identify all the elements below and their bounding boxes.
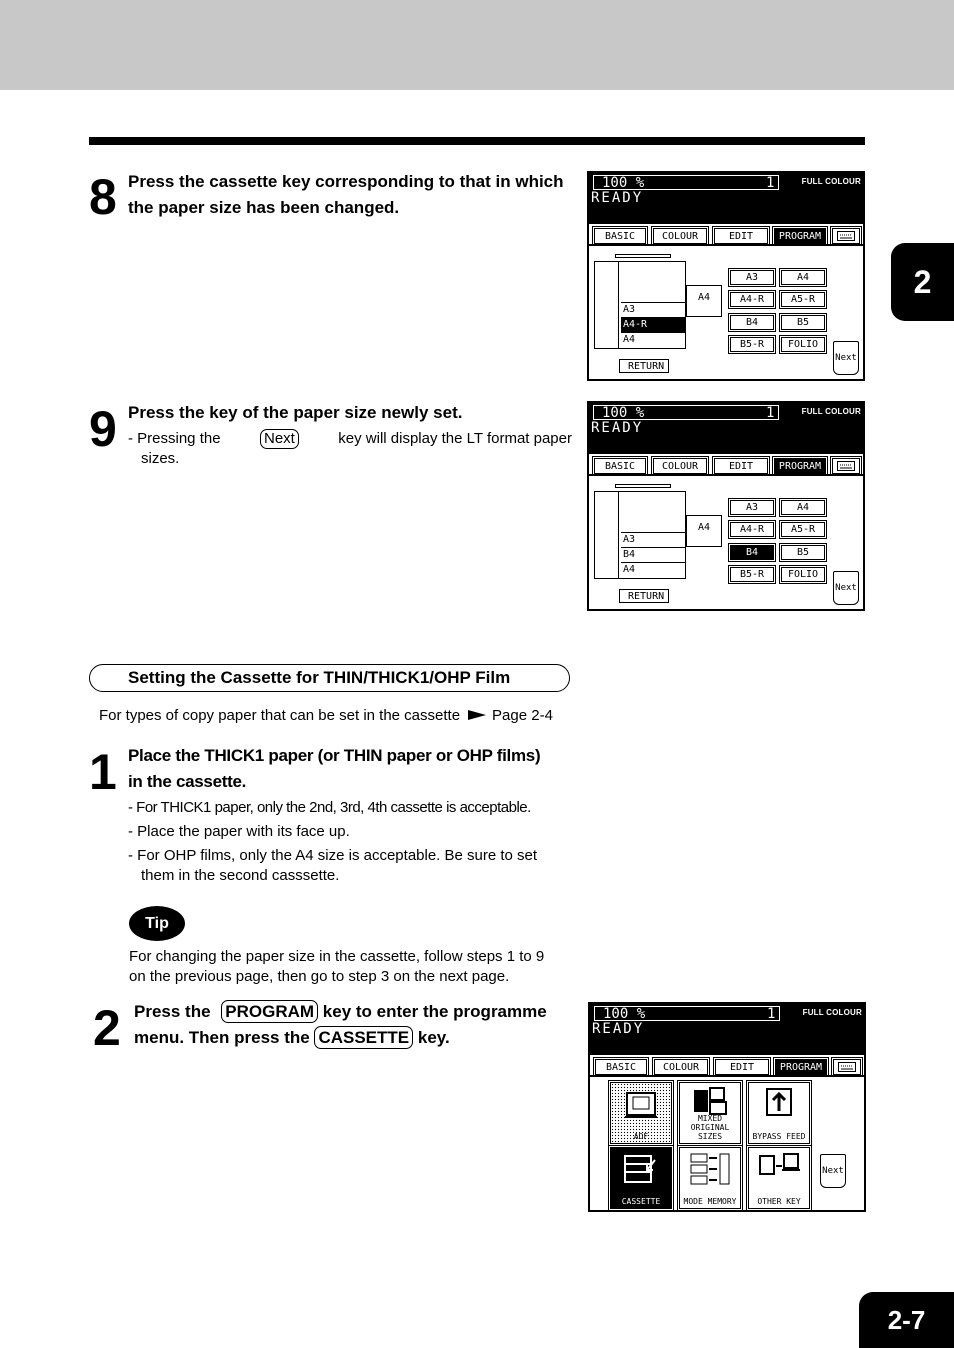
- cassette-side: [595, 492, 619, 578]
- size-button-a4[interactable]: A4: [781, 500, 825, 515]
- size-button-a3[interactable]: A3: [730, 500, 774, 515]
- status-bar: [590, 1004, 864, 1055]
- mode-memory-icon: [687, 1150, 733, 1188]
- tab-edit[interactable]: EDIT: [714, 228, 768, 244]
- bypass-feed-label: BYPASS FEED: [752, 1132, 806, 1141]
- size-button-b5r[interactable]: B5-R: [730, 567, 774, 582]
- step-2-line1: [134, 999, 584, 1025]
- cassette-top-tray: [615, 254, 671, 258]
- tab-edit[interactable]: EDIT: [714, 458, 768, 474]
- step-1-note-2: - Place the paper with its face up.: [128, 823, 350, 840]
- cassette-label: CASSETTE: [621, 1197, 661, 1206]
- colour-mode: FULL COLOUR: [801, 407, 861, 416]
- cassette-button[interactable]: [610, 1147, 672, 1209]
- step-9-note-line1: [128, 429, 572, 449]
- size-button-a5r[interactable]: A5-R: [781, 292, 825, 307]
- tip-line1: For changing the paper size in the cassette, follow steps 1 to 9: [129, 948, 545, 965]
- copy-count: 1: [767, 1006, 776, 1022]
- bypass-feed-button[interactable]: [748, 1082, 810, 1144]
- section-rule: [89, 137, 865, 145]
- step-8-number: 8: [89, 169, 115, 225]
- cassette-icon: [619, 1150, 663, 1188]
- step-1-note-1: - For THICK1 paper, only the 2nd, 3rd, 4th cassette is acceptable.: [128, 799, 531, 816]
- copy-count: 1: [766, 405, 775, 421]
- keyboard-glyph: [837, 461, 855, 471]
- tab-program[interactable]: PROGRAM: [775, 1059, 827, 1075]
- size-button-b5[interactable]: B5: [781, 315, 825, 330]
- tip-text: [129, 947, 589, 987]
- mixed-sizes-label: MIXED ORIGINAL SIZES: [690, 1114, 730, 1141]
- control-panel-screen-3: [588, 1002, 866, 1212]
- tip-badge: Tip: [129, 906, 185, 941]
- keyboard-glyph: [837, 231, 855, 241]
- program-key-label: PROGRAM: [221, 1000, 318, 1023]
- cassette-diagram: [594, 491, 686, 579]
- size-button-b4[interactable]: B4: [730, 315, 774, 330]
- adf-button[interactable]: [610, 1082, 672, 1144]
- tab-colour[interactable]: COLOUR: [653, 228, 707, 244]
- cassette-row-2[interactable]: B4: [621, 547, 685, 562]
- next-key-label: Next: [260, 429, 299, 449]
- status-text: READY: [592, 1021, 645, 1037]
- tab-program[interactable]: PROGRAM: [774, 228, 826, 244]
- arrow-icon: [468, 710, 486, 720]
- zoom-readout: 100 %: [602, 175, 645, 191]
- size-button-a5r[interactable]: A5-R: [781, 522, 825, 537]
- step-9-note-pre: - Pressing the: [128, 430, 221, 447]
- step-2-line2: [134, 1025, 584, 1051]
- step-1-title-line2: in the cassette.: [128, 772, 247, 791]
- tab-program[interactable]: PROGRAM: [774, 458, 826, 474]
- tab-basic[interactable]: BASIC: [594, 228, 646, 244]
- tab-row: [590, 1055, 864, 1077]
- step-9-note-post: key will display the LT format paper: [338, 430, 572, 447]
- cassette-top-tray: [615, 484, 671, 488]
- keyboard-icon[interactable]: [833, 1059, 861, 1075]
- cassette-row-3[interactable]: A4: [621, 562, 685, 577]
- step-1-title-line1: Place the THICK1 paper (or THIN paper or OHP films): [128, 746, 541, 765]
- other-key-label: OTHER KEY: [757, 1197, 801, 1206]
- status-text: READY: [591, 190, 644, 206]
- top-cassette-size: A4: [686, 515, 722, 547]
- step-9-note-line2: sizes.: [141, 450, 180, 467]
- step-2-line2-pre: menu. Then press the: [134, 1028, 310, 1047]
- tab-row: [589, 224, 863, 246]
- tab-colour[interactable]: COLOUR: [653, 458, 707, 474]
- header-band: [0, 0, 954, 90]
- tab-colour[interactable]: COLOUR: [654, 1059, 708, 1075]
- size-button-a3[interactable]: A3: [730, 270, 774, 285]
- reference-text: For types of copy paper that can be set in the cassette: [99, 707, 461, 724]
- size-button-folio[interactable]: FOLIO: [781, 567, 825, 582]
- zoom-box: [593, 405, 779, 420]
- keyboard-icon[interactable]: [832, 458, 860, 474]
- size-button-b5[interactable]: B5: [781, 545, 825, 560]
- step-2-title: [134, 999, 584, 1051]
- zoom-readout: 100 %: [602, 405, 645, 421]
- step-1-notes: [128, 798, 574, 886]
- page-number: 2-7: [859, 1292, 954, 1348]
- tab-basic[interactable]: BASIC: [595, 1059, 647, 1075]
- keyboard-glyph: [838, 1062, 856, 1072]
- size-button-a4r[interactable]: A4-R: [730, 522, 774, 537]
- control-panel-screen-2: [587, 401, 865, 611]
- mode-memory-button[interactable]: [679, 1147, 741, 1209]
- mode-memory-label: MODE MEMORY: [683, 1197, 737, 1206]
- step-1-note-3: - For OHP films, only the A4 size is acceptable. Be sure to set them in the second casssette.: [128, 847, 538, 884]
- bypass-feed-icon: [759, 1085, 799, 1121]
- colour-mode: FULL COLOUR: [802, 1008, 862, 1017]
- status-bar: [589, 403, 863, 454]
- zoom-box: [593, 175, 779, 190]
- size-button-folio[interactable]: FOLIO: [781, 337, 825, 352]
- return-button[interactable]: RETURN: [619, 589, 669, 603]
- size-button-b5r[interactable]: B5-R: [730, 337, 774, 352]
- other-key-icon: [756, 1150, 802, 1188]
- tab-basic[interactable]: BASIC: [594, 458, 646, 474]
- step-8-title: [128, 169, 578, 221]
- adf-label: ADF: [633, 1132, 649, 1141]
- cassette-row-3[interactable]: A4: [621, 332, 685, 347]
- tip-line2: on the previous page, then go to step 3 on the next page.: [129, 968, 510, 985]
- step-2-number: 2: [93, 1000, 119, 1056]
- section-reference: [99, 706, 619, 726]
- return-button[interactable]: RETURN: [619, 359, 669, 373]
- size-button-a4[interactable]: A4: [781, 270, 825, 285]
- top-cassette-size: A4: [686, 285, 722, 317]
- keyboard-icon[interactable]: [832, 228, 860, 244]
- copy-count: 1: [766, 175, 775, 191]
- step-1-title: [128, 743, 588, 795]
- adf-icon: [621, 1087, 661, 1123]
- mixed-original-sizes-button[interactable]: [679, 1082, 741, 1144]
- cassette-side: [595, 262, 619, 348]
- control-panel-screen-1: [587, 171, 865, 381]
- step-9-number: 9: [89, 401, 115, 457]
- size-button-a4r[interactable]: A4-R: [730, 292, 774, 307]
- status-bar: [589, 173, 863, 224]
- next-button[interactable]: Next: [833, 341, 859, 375]
- step-9-title: Press the key of the paper size newly set.: [128, 403, 463, 422]
- other-key-button[interactable]: [748, 1147, 810, 1209]
- zoom-readout: 100 %: [603, 1006, 646, 1022]
- step-2-mid: key to enter the programme: [322, 1002, 547, 1021]
- step-1-number: 1: [89, 744, 115, 800]
- step-9-note: [128, 429, 572, 469]
- step-2-post: key.: [417, 1028, 450, 1047]
- next-button[interactable]: Next: [833, 571, 859, 605]
- colour-mode: FULL COLOUR: [801, 177, 861, 186]
- status-text: READY: [591, 420, 644, 436]
- cassette-row-1[interactable]: A3: [621, 532, 685, 547]
- chapter-tab: 2: [891, 243, 954, 321]
- cassette-row-1[interactable]: A3: [621, 302, 685, 317]
- zoom-box: [594, 1006, 780, 1021]
- tab-row: [589, 454, 863, 476]
- cassette-key-label: CASSETTE: [314, 1026, 413, 1049]
- cassette-diagram: [594, 261, 686, 349]
- cassette-row-2[interactable]: A4-R: [621, 317, 685, 332]
- step-2-pre: Press the: [134, 1002, 211, 1021]
- section-title: Setting the Cassette for THIN/THICK1/OHP Film: [89, 664, 570, 692]
- tab-edit[interactable]: EDIT: [715, 1059, 769, 1075]
- reference-page: Page 2-4: [492, 707, 553, 724]
- size-button-b4[interactable]: B4: [730, 545, 774, 560]
- step-8-title-line2: the paper size has been changed.: [128, 198, 400, 217]
- step-8-title-line1: Press the cassette key corresponding to that in which: [128, 172, 564, 191]
- next-button[interactable]: Next: [820, 1154, 846, 1188]
